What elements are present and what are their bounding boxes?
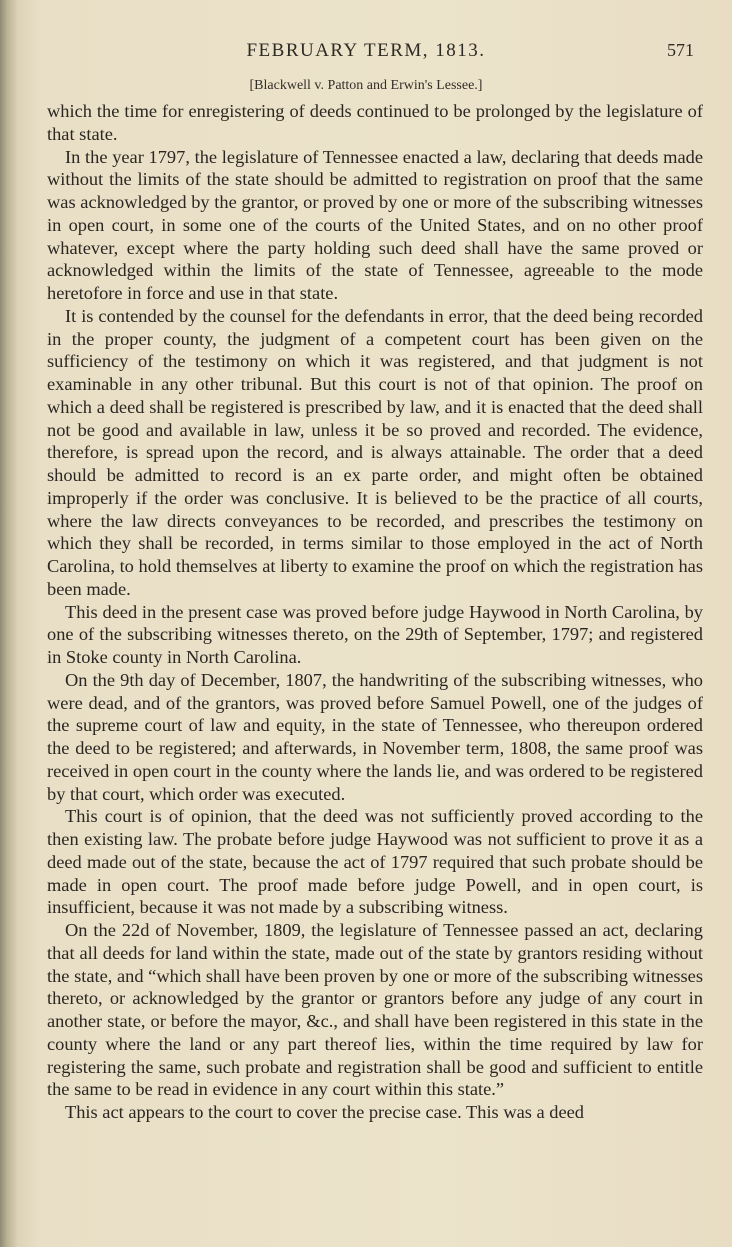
paragraph: This court is of opinion, that the deed was not sufficiently proved according to the then existing law. The probate before judge Haywood was not sufficient to prove it as a deed made out of the state, because the act of 1797 required that such probate should be made in open court. The proof made before judge Powell, and in open court, is insufficient, because it was not made by a subscribing witness. bbox=[47, 806, 703, 918]
paragraph: This deed in the present case was proved before judge Haywood in North Carolina, by one of the subscribing witnesses thereto, on the 29th of September, 1797; and registered in Stoke county in North Carolina. bbox=[47, 601, 703, 667]
page-header bbox=[0, 40, 732, 70]
paragraph: It is contended by the counsel for the defendants in error, that the deed being recorded in the proper county, the judgment of a competent court has been given on the sufficiency of the testimony on which it was registered, and that judgment is not examinable in any other tribunal. But this court is not of that opinion. The proof on which a deed shall be registered is prescribed by law, and it is enacted that the deed shall not be good and available in law, unless it be so proved and recorded. The evidence, therefore, is spread upon the record, and is always attainable. The order that a deed should be admitted to record is an ex parte order, and might often be obtained improperly if the order was conclusive. It is believed to be the practice of all courts, where the law directs conveyances to be recorded, and prescribes the testimony on which they shall be recorded, in terms similar to those employed in the act of North Carolina, to hold themselves at liberty to examine the proof on which the registration has been made. bbox=[47, 305, 703, 599]
paragraph: On the 22d of November, 1809, the legislature of Tennessee passed an act, declaring that all deeds for land within the state, made out of the state by grantors residing without the state, and “which shall have been proven by one or more of the subscribing witnesses thereto, or acknowledged by the grantor or grantors before any judge of any court in another state, or before the mayor, &c., and shall have been registered in this state in the county where the land or any part thereof lies, within the time required by law for registering the same, such probate and registration shall be good and sufficient to entitle the same to be read in evidence in any court within this state.” bbox=[47, 920, 703, 1100]
page-number: 571 bbox=[667, 40, 694, 60]
paragraph: This act appears to the court to cover the precise case. This was a deed bbox=[65, 1102, 584, 1122]
paragraph: On the 9th day of December, 1807, the handwriting of the subscribing witnesses, who were dead, and of the grantors, was proved before Samuel Powell, one of the judges of the supreme court of law and equity, in the state of Tennessee, who thereupon ordered the deed to be registered; and afterwards, in November term, 1808, the same proof was received in open court in the county where the lands lie, and was ordered to be registered by that court, which order was executed. bbox=[47, 669, 703, 804]
case-caption: [Blackwell v. Patton and Erwin's Lessee.] bbox=[249, 78, 483, 93]
running-head: FEBRUARY TERM, 1813. bbox=[246, 40, 486, 61]
body-text bbox=[47, 100, 703, 1124]
paragraph: In the year 1797, the legislature of Tennessee enacted a law, declaring that deeds made without the limits of the state should be admitted to registration on proof that the same was acknowledged by the grantor, or proved by one or more of the subscribing witnesses in open court, in some one of the courts of the United States, and on no other proof whatever, except where the party holding such deed shall have the same proved or acknowledged within the limits of the state of Tennessee, agreeable to the mode heretofore in force and use in that state. bbox=[47, 146, 703, 303]
paragraph-continued: which the time for enregistering of deeds continued to be prolonged by the legislature of that state. bbox=[47, 101, 703, 144]
